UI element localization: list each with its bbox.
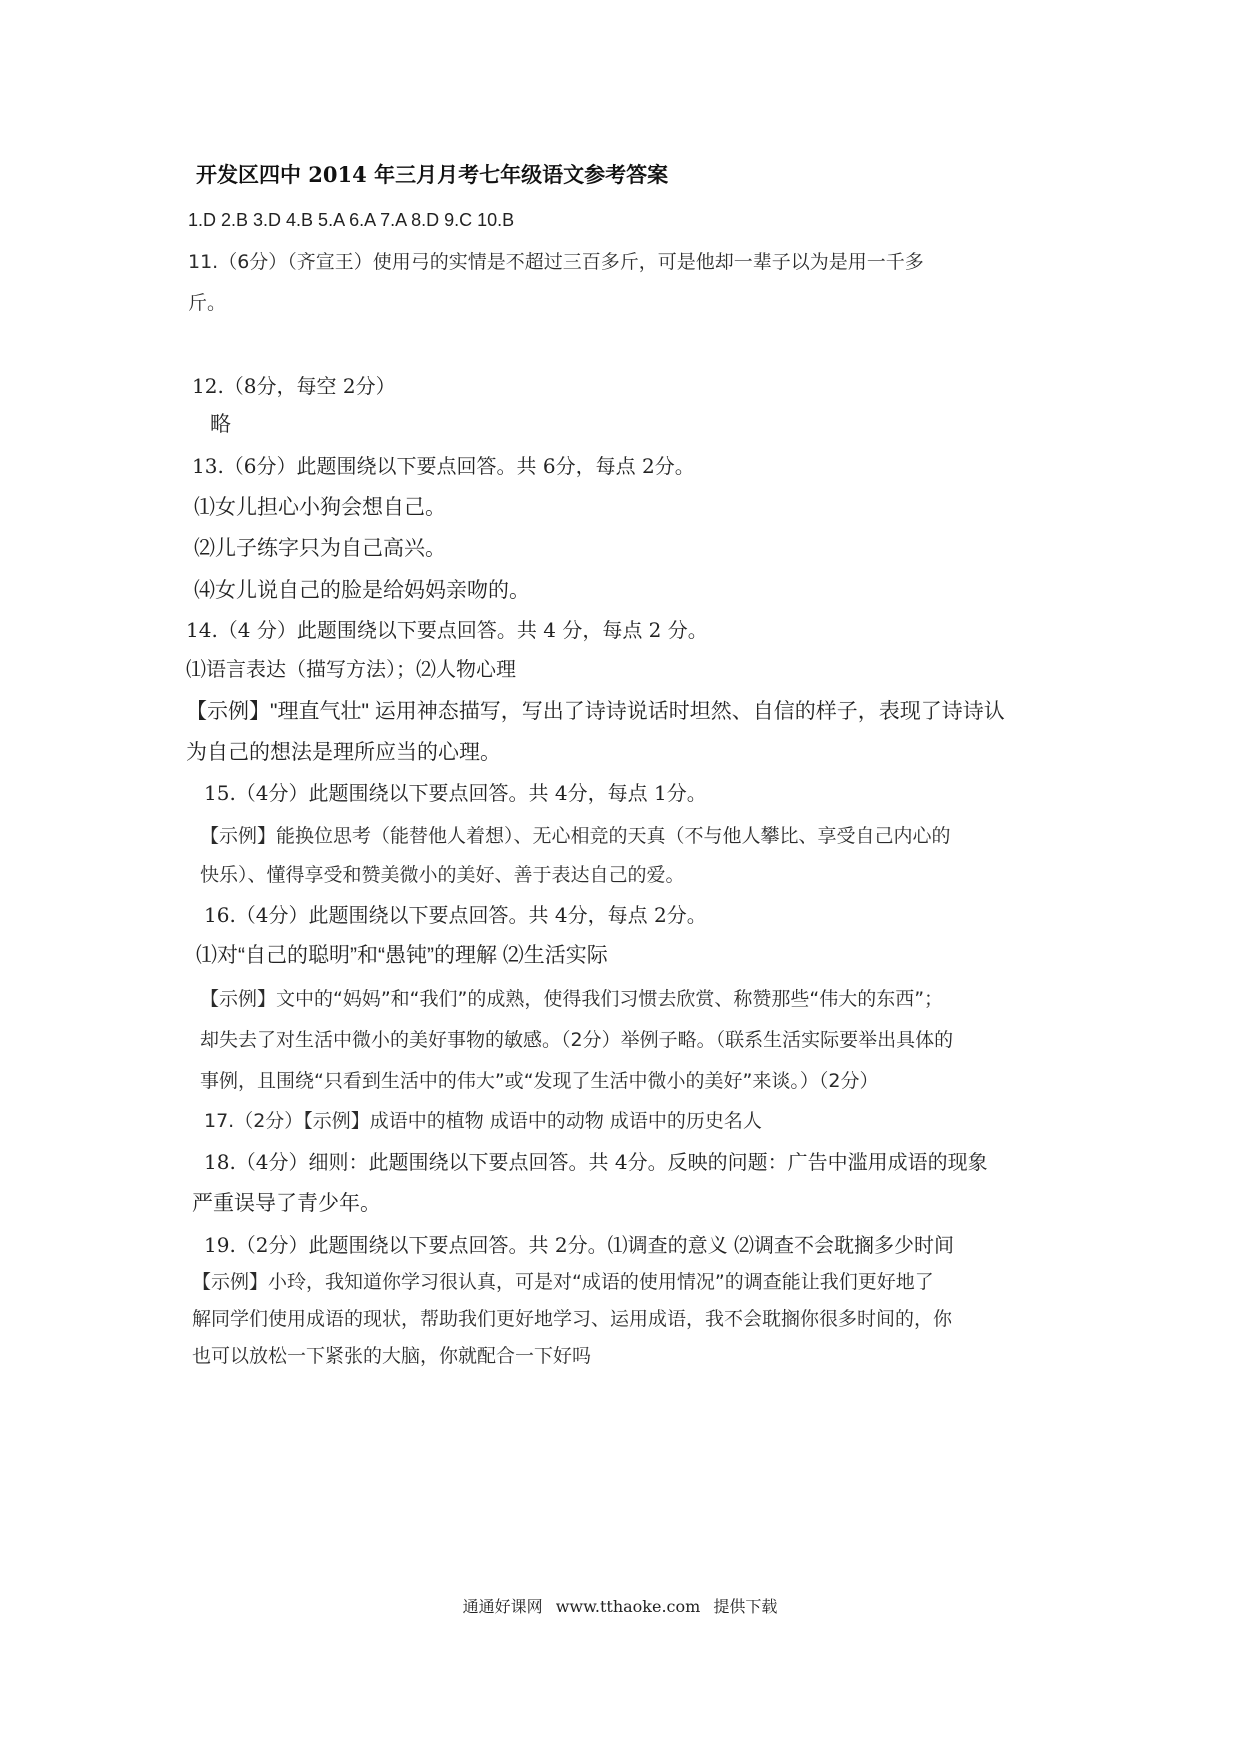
- q14-example-line1: 【示例】"理直气壮" 运用神态描写，写出了诗诗说话时坦然、自信的样子，表现了诗诗认: [186, 700, 1005, 723]
- page-title: 开发区四中 2014 年三月月考七年级语文参考答案: [196, 162, 669, 187]
- q19-example-line2: 解同学们使用成语的现状，帮助我们更好地学习、运用成语，我不会耽搁你很多时间的，你: [192, 1308, 953, 1330]
- q13-point-3: ⑷女儿说自己的脸是给妈妈亲吻的。: [194, 579, 530, 602]
- q16-example-line2: 却失去了对生活中微小的美好事物的敏感。（2分）举例子略。（联系生活实际要举出具体的: [200, 1029, 954, 1051]
- q16-example-line1: 【示例】文中的“妈妈”和“我们”的成熟，使得我们习惯去欣赏、称赞那些“伟大的东西”；: [200, 988, 944, 1010]
- q19-example-line3: 也可以放松一下紧张的大脑，你就配合一下好吗: [192, 1345, 592, 1367]
- q13-point-1: ⑴女儿担心小狗会想自己。: [194, 496, 446, 519]
- page-footer: [0, 1594, 1240, 1617]
- q19-example-line1: 【示例】小玲，我知道你学习很认真，可是对“成语的使用情况”的调查能让我们更好地了: [192, 1271, 934, 1293]
- q14-heading: 14.（4 分）此题围绕以下要点回答。共 4 分，每点 2 分。: [186, 618, 708, 642]
- q12-heading: 12.（8分，每空 2分）: [192, 374, 396, 398]
- q15-heading: 15.（4分）此题围绕以下要点回答。共 4分，每点 1分。: [204, 781, 707, 805]
- q18-answer-line1: 18.（4分）细则：此题围绕以下要点回答。共 4分。反映的问题：广告中滥用成语的现象: [204, 1150, 988, 1174]
- q13-heading: 13.（6分）此题围绕以下要点回答。共 6分，每点 2分。: [192, 454, 695, 478]
- q11-answer-line1: 11.（6分）（齐宣王）使用弓的实情是不超过三百多斤，可是他却一辈子以为是用一千多: [188, 251, 924, 273]
- q16-points: ⑴对“自己的聪明”和“愚钝”的理解 ⑵生活实际: [196, 944, 608, 967]
- q16-heading: 16.（4分）此题围绕以下要点回答。共 4分，每点 2分。: [204, 903, 707, 927]
- q18-answer-line2: 严重误导了青少年。: [192, 1192, 381, 1215]
- multiple-choice-answers: 1.D 2.B 3.D 4.B 5.A 6.A 7.A 8.D 9.C 10.B: [188, 210, 515, 230]
- q14-example-line2: 为自己的想法是理所应当的心理。: [186, 741, 501, 764]
- q17-answer: 17.（2分）【示例】成语中的植物 成语中的动物 成语中的历史名人: [204, 1110, 762, 1132]
- q12-answer: 略: [210, 413, 231, 436]
- q14-points: ⑴语言表达（描写方法）；⑵人物心理: [186, 657, 516, 681]
- q15-example-line1: 【示例】能换位思考（能替他人着想）、无心相竞的天真（不与他人攀比、享受自己内心的: [200, 825, 951, 847]
- q19-heading: 19.（2分）此题围绕以下要点回答。共 2分。⑴调查的意义 ⑵调查不会耽搁多少时间: [204, 1233, 954, 1257]
- footer-site-name: 通通好课网: [462, 1597, 543, 1616]
- footer-suffix: 提供下载: [713, 1597, 778, 1616]
- q13-point-2: ⑵儿子练字只为自己高兴。: [194, 537, 446, 560]
- q15-example-line2: 快乐）、懂得享受和赞美微小的美好、善于表达自己的爱。: [200, 864, 685, 886]
- q16-example-line3: 事例，且围绕“只看到生活中的伟大”或“发现了生活中微小的美好”来谈。）（2分）: [200, 1070, 879, 1092]
- footer-url[interactable]: www.tthaoke.com: [555, 1597, 701, 1616]
- q11-answer-line2: 斤。: [188, 292, 227, 314]
